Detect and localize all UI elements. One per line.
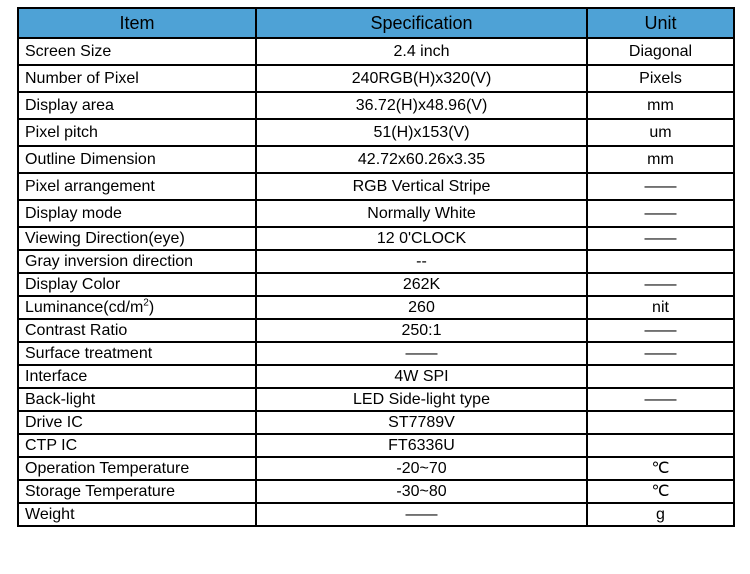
table-body <box>18 38 734 526</box>
spec-cell: 2.4 inch <box>256 38 587 65</box>
table-row <box>18 319 734 342</box>
table-row <box>18 38 734 65</box>
table-header <box>18 8 734 38</box>
table-row <box>18 173 734 200</box>
item-cell: Pixel pitch <box>18 119 256 146</box>
unit-cell <box>587 411 734 434</box>
item-cell <box>18 296 256 319</box>
unit-cell: nit <box>587 296 734 319</box>
item-cell: Surface treatment <box>18 342 256 365</box>
item-cell: CTP IC <box>18 434 256 457</box>
spec-cell: ST7789V <box>256 411 587 434</box>
unit-cell: —— <box>587 388 734 411</box>
unit-cell <box>587 365 734 388</box>
unit-cell: Pixels <box>587 65 734 92</box>
item-cell: Number of Pixel <box>18 65 256 92</box>
unit-cell: Diagonal <box>587 38 734 65</box>
item-cell: Drive IC <box>18 411 256 434</box>
table-row <box>18 250 734 273</box>
item-cell: Weight <box>18 503 256 526</box>
spec-cell: 36.72(H)x48.96(V) <box>256 92 587 119</box>
spec-cell: LED Side-light type <box>256 388 587 411</box>
spec-cell: 42.72x60.26x3.35 <box>256 146 587 173</box>
spec-table <box>17 7 735 527</box>
table-row <box>18 434 734 457</box>
table-row <box>18 503 734 526</box>
unit-cell: —— <box>587 319 734 342</box>
table-row <box>18 480 734 503</box>
spec-cell: —— <box>256 342 587 365</box>
table-row <box>18 273 734 296</box>
table-row <box>18 388 734 411</box>
table-row <box>18 365 734 388</box>
table-row <box>18 457 734 480</box>
table-row <box>18 65 734 92</box>
unit-cell: —— <box>587 273 734 296</box>
item-cell: Screen Size <box>18 38 256 65</box>
spec-cell: —— <box>256 503 587 526</box>
item-text-suffix: ) <box>148 298 155 316</box>
spec-cell: 250:1 <box>256 319 587 342</box>
table-row <box>18 200 734 227</box>
spec-cell: -- <box>256 250 587 273</box>
item-cell: Outline Dimension <box>18 146 256 173</box>
unit-cell: mm <box>587 146 734 173</box>
unit-cell <box>587 250 734 273</box>
spec-cell: FT6336U <box>256 434 587 457</box>
spec-cell: -30~80 <box>256 480 587 503</box>
unit-cell <box>587 434 734 457</box>
table-row <box>18 342 734 365</box>
unit-cell: —— <box>587 200 734 227</box>
spec-cell: 4W SPI <box>256 365 587 388</box>
spec-cell: 12 0'CLOCK <box>256 227 587 250</box>
table-row <box>18 227 734 250</box>
spec-cell: 51(H)x153(V) <box>256 119 587 146</box>
item-cell: Interface <box>18 365 256 388</box>
item-text: Luminance(cd/m <box>25 298 144 316</box>
table-row <box>18 119 734 146</box>
unit-cell: um <box>587 119 734 146</box>
header-specification: Specification <box>256 8 587 38</box>
table-row <box>18 411 734 434</box>
header-unit: Unit <box>587 8 734 38</box>
unit-cell: —— <box>587 342 734 365</box>
superscript: 2 <box>143 297 149 309</box>
item-cell: Operation Temperature <box>18 457 256 480</box>
unit-cell: ℃ <box>587 480 734 503</box>
item-cell: Storage Temperature <box>18 480 256 503</box>
spec-cell: Normally White <box>256 200 587 227</box>
item-cell: Back-light <box>18 388 256 411</box>
item-cell: Gray inversion direction <box>18 250 256 273</box>
item-cell: Pixel arrangement <box>18 173 256 200</box>
header-item: Item <box>18 8 256 38</box>
spec-cell: 240RGB(H)x320(V) <box>256 65 587 92</box>
unit-cell: —— <box>587 227 734 250</box>
unit-cell: —— <box>587 173 734 200</box>
unit-cell: g <box>587 503 734 526</box>
spec-cell: RGB Vertical Stripe <box>256 173 587 200</box>
spec-cell: -20~70 <box>256 457 587 480</box>
table-row <box>18 296 734 319</box>
spec-cell: 260 <box>256 296 587 319</box>
item-cell: Contrast Ratio <box>18 319 256 342</box>
table-row <box>18 92 734 119</box>
unit-cell: ℃ <box>587 457 734 480</box>
item-cell: Display area <box>18 92 256 119</box>
header-row <box>18 8 734 38</box>
item-cell: Viewing Direction(eye) <box>18 227 256 250</box>
spec-cell: 262K <box>256 273 587 296</box>
item-cell: Display mode <box>18 200 256 227</box>
table-row <box>18 146 734 173</box>
item-cell: Display Color <box>18 273 256 296</box>
unit-cell: mm <box>587 92 734 119</box>
